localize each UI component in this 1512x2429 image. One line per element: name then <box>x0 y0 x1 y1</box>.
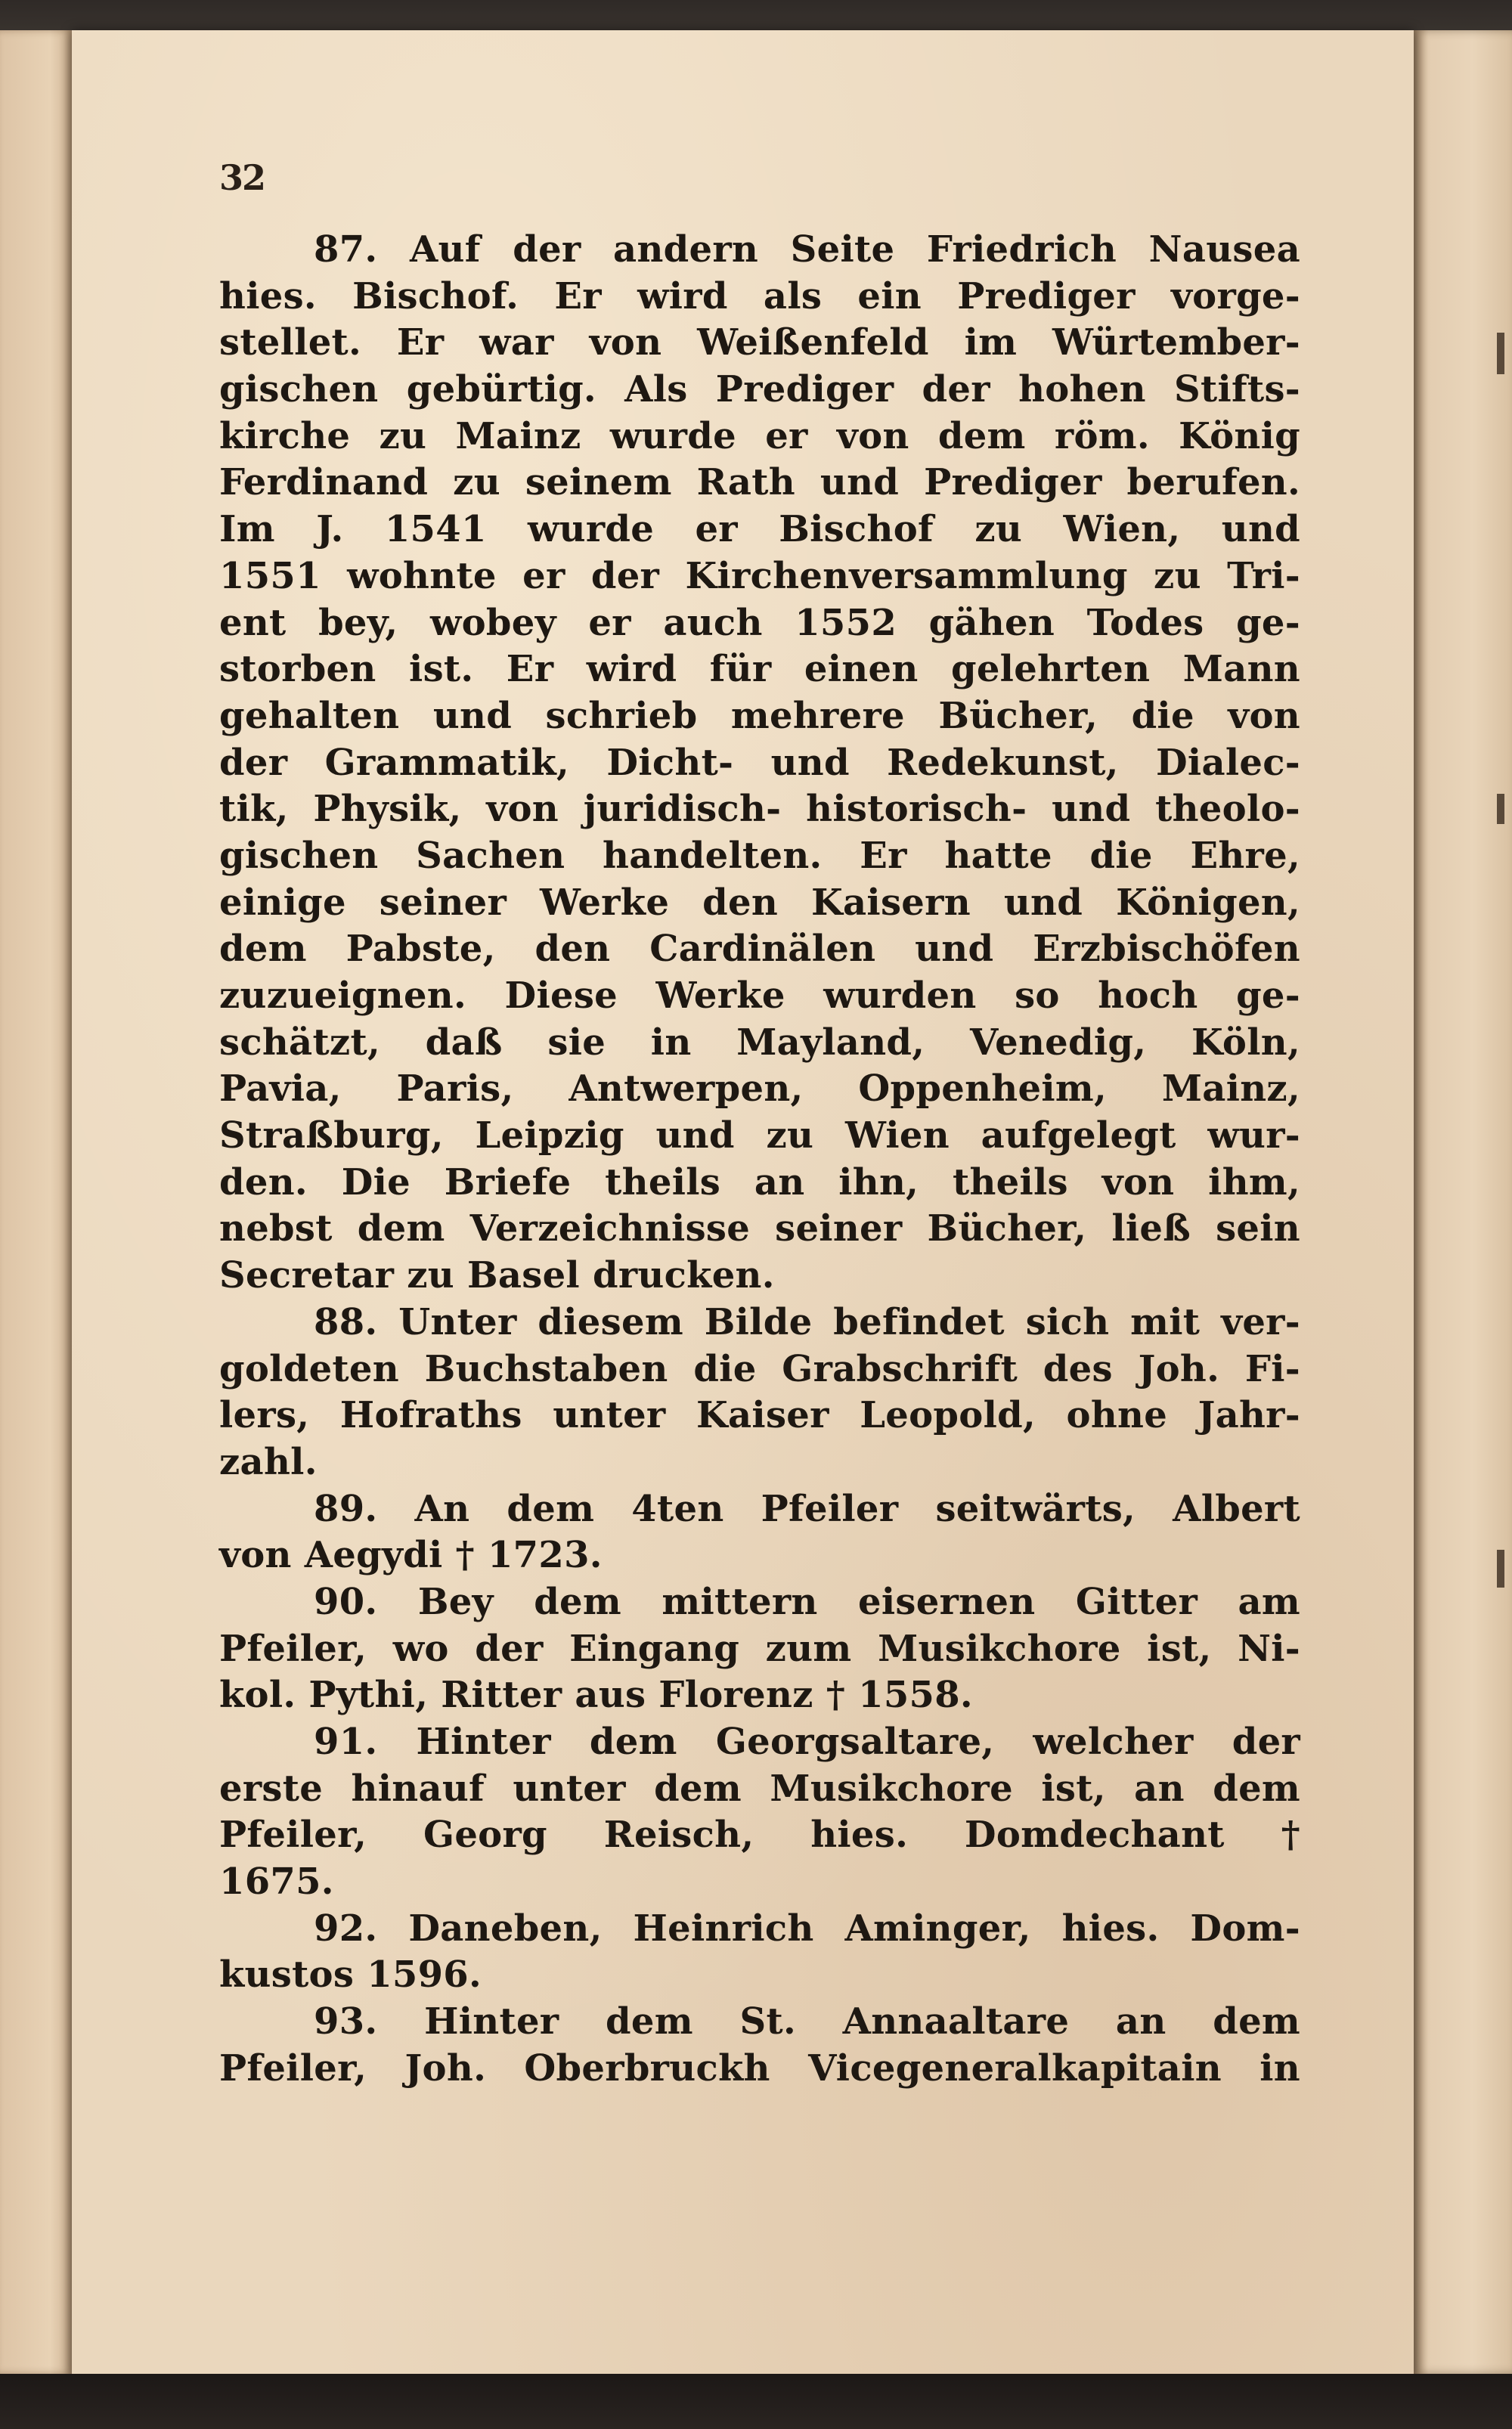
text-line: der Grammatik, Dicht- und Redekunst, Dialec- <box>219 741 1300 784</box>
text-line: storben ist. Er wird für einen gelehrten Mann <box>219 648 1300 691</box>
text-line: nebst dem Verzeichnisse seiner Bücher, ließ sein <box>219 1207 1300 1250</box>
page-edge-mark <box>1497 794 1504 824</box>
text-line: 87. Auf der andern Seite Friedrich Nausea <box>314 228 1300 271</box>
page-text-block <box>219 227 1300 2093</box>
text-line: Pfeiler, Joh. Oberbruckh Vicegeneralkapitain in <box>219 2046 1300 2090</box>
text-line: 93. Hinter dem St. Annaaltare an dem <box>314 2000 1300 2043</box>
page-number: 32 <box>219 157 265 198</box>
text-line: 91. Hinter dem Georgsaltare, welcher der <box>314 1721 1300 1763</box>
text-line: erste hinauf unter dem Musikchore ist, an dem <box>219 1767 1300 1810</box>
page-edge-mark <box>1497 1550 1504 1588</box>
text-line: schätzt, daß sie in Mayland, Venedig, Köln, <box>219 1021 1300 1064</box>
text-line: 88. Unter diesem Bilde befindet sich mit ver- <box>314 1300 1300 1343</box>
right-page-stack <box>1414 30 1512 2374</box>
text-line: 92. Daneben, Heinrich Aminger, hies. Dom- <box>314 1907 1300 1950</box>
text-line: 89. An dem 4ten Pfeiler seitwärts, Albert <box>314 1487 1300 1530</box>
text-line: zuzueignen. Diese Werke wurden so hoch ge- <box>219 974 1300 1017</box>
text-line: stellet. Er war von Weißenfeld im Würtember- <box>219 321 1300 364</box>
text-line: 1551 wohnte er der Kirchenversammlung zu Tri- <box>219 554 1300 597</box>
text-line: kustos 1596. <box>219 1953 482 1997</box>
left-facing-page-edge <box>0 30 72 2374</box>
text-line: 1675. <box>219 1860 334 1904</box>
text-line: Pfeiler, wo der Eingang zum Musikchore ist, Ni- <box>219 1627 1300 1670</box>
text-line: Ferdinand zu seinem Rath und Prediger berufen. <box>219 461 1300 504</box>
text-line: von Aegydi † 1723. <box>219 1534 603 1577</box>
text-line: tik, Physik, von juridisch- historisch- und theolo- <box>219 788 1300 831</box>
text-line: Pavia, Paris, Antwerpen, Oppenheim, Mainz, <box>219 1067 1300 1111</box>
text-line: gehalten und schrieb mehrere Bücher, die von <box>219 694 1300 737</box>
text-line: gischen Sachen handelten. Er hatte die Ehre, <box>219 834 1300 877</box>
page-edge-mark <box>1497 333 1504 374</box>
text-line: den. Die Briefe theils an ihn, theils von ihm, <box>219 1160 1300 1204</box>
text-line: goldeten Buchstaben die Grabschrift des Joh. Fi- <box>219 1347 1300 1390</box>
text-line: Pfeiler, Georg Reisch, hies. Domdechant † <box>219 1814 1300 1857</box>
text-line: Straßburg, Leipzig und zu Wien aufgelegt wur- <box>219 1114 1300 1157</box>
text-line: kol. Pythi, Ritter aus Florenz † 1558. <box>219 1674 973 1717</box>
text-line: Secretar zu Basel drucken. <box>219 1254 775 1297</box>
text-line: lers, Hofraths unter Kaiser Leopold, ohne Jahr- <box>219 1394 1300 1437</box>
text-line: 90. Bey dem mittern eisernen Gitter am <box>314 1580 1300 1623</box>
text-line: dem Pabste, den Cardinälen und Erzbischöfen <box>219 928 1300 971</box>
text-line: einige seiner Werke den Kaisern und Königen, <box>219 881 1300 924</box>
text-line: Im J. 1541 wurde er Bischof zu Wien, und <box>219 508 1300 551</box>
text-line: kirche zu Mainz wurde er von dem röm. König <box>219 414 1300 457</box>
text-line: gischen gebürtig. Als Prediger der hohen Stifts- <box>219 368 1300 411</box>
text-line: hies. Bischof. Er wird als ein Prediger vorge- <box>219 274 1300 318</box>
backdrop-bottom <box>0 2374 1512 2429</box>
text-line: zahl. <box>219 1440 318 1483</box>
text-line: ent bey, wobey er auch 1552 gähen Todes ge- <box>219 601 1300 644</box>
